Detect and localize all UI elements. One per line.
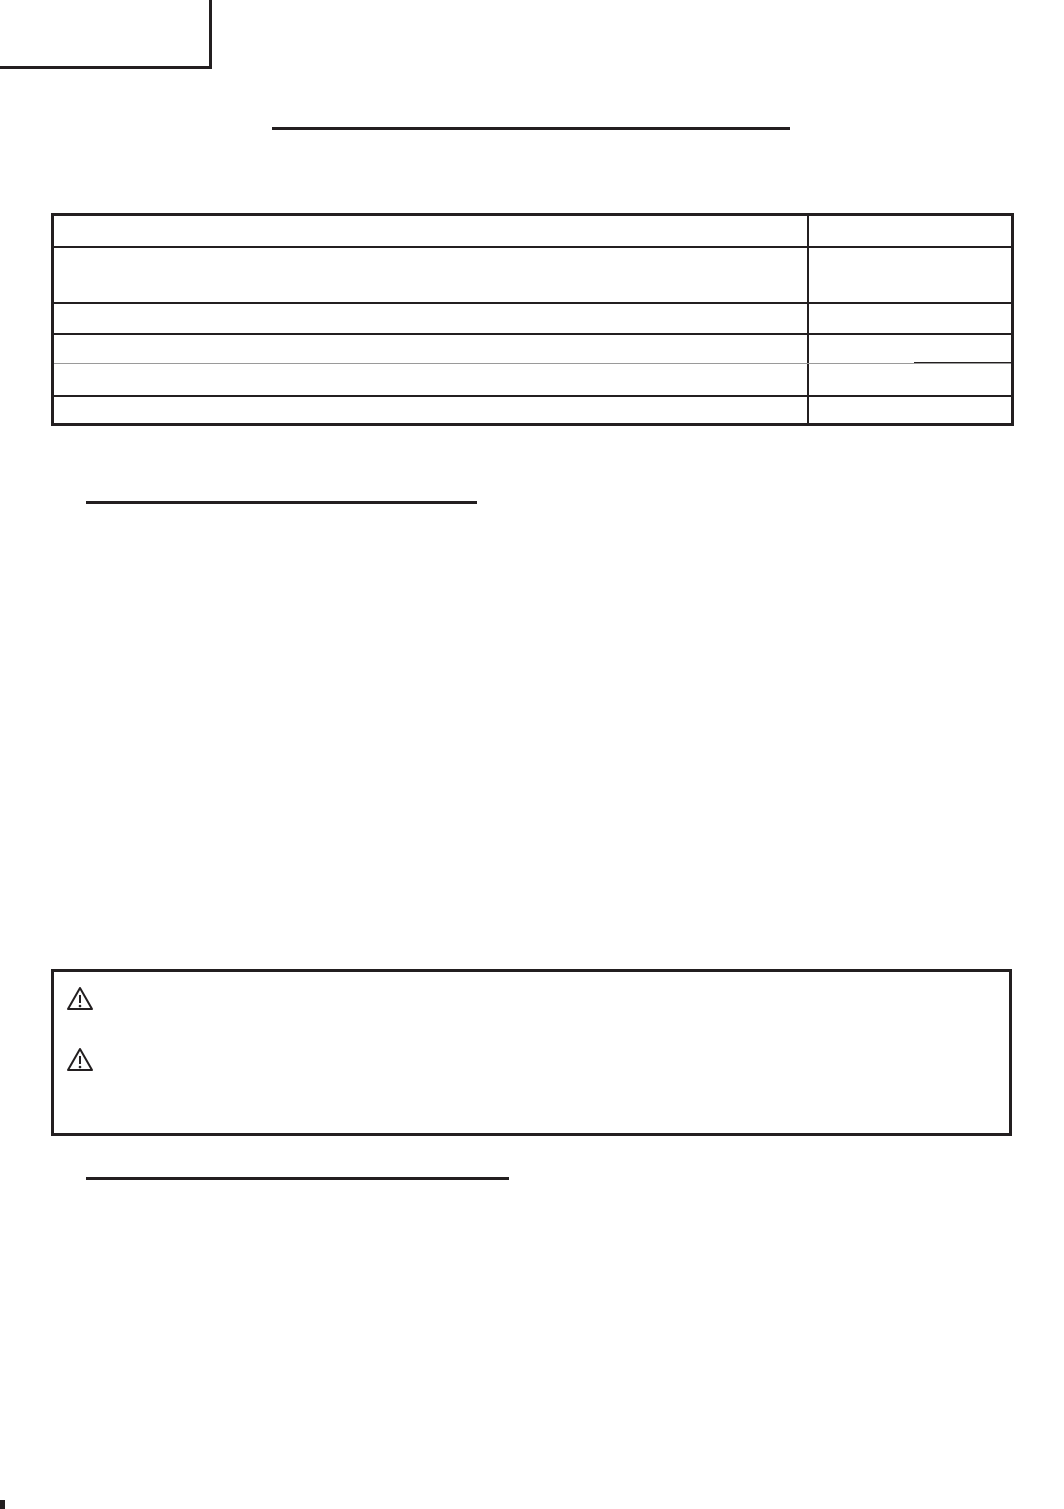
table-cell-value (807, 248, 1011, 303)
table-cell-value (807, 397, 1011, 423)
table-cell-label (54, 304, 807, 333)
title-rule (272, 127, 790, 130)
specifications-table (51, 213, 1014, 426)
warning-box (51, 969, 1012, 1136)
table-divider (54, 363, 1011, 364)
table-cell-value (807, 335, 1011, 363)
warning-triangle-icon (66, 1047, 94, 1073)
table-row (54, 248, 1011, 303)
table-row (54, 304, 1011, 333)
table-cell-label (54, 248, 807, 303)
warning-triangle-icon (66, 986, 94, 1012)
table-row (54, 397, 1011, 423)
table-cell-label (54, 216, 807, 247)
crop-mark (0, 1500, 5, 1509)
table-row (54, 365, 1011, 395)
table-cell-value (807, 365, 1011, 395)
section-heading-rule (86, 501, 477, 504)
page-corner-tab (0, 0, 212, 69)
section-heading-rule (86, 1177, 509, 1180)
table-row (54, 335, 1011, 363)
table-row (54, 216, 1011, 247)
table-cell-value (807, 304, 1011, 333)
table-cell-label (54, 397, 807, 423)
table-cell-value (807, 216, 1011, 247)
warning-item (66, 986, 104, 1012)
table-cell-label (54, 365, 807, 395)
warning-item (66, 1047, 104, 1073)
table-cell-label (54, 335, 807, 363)
